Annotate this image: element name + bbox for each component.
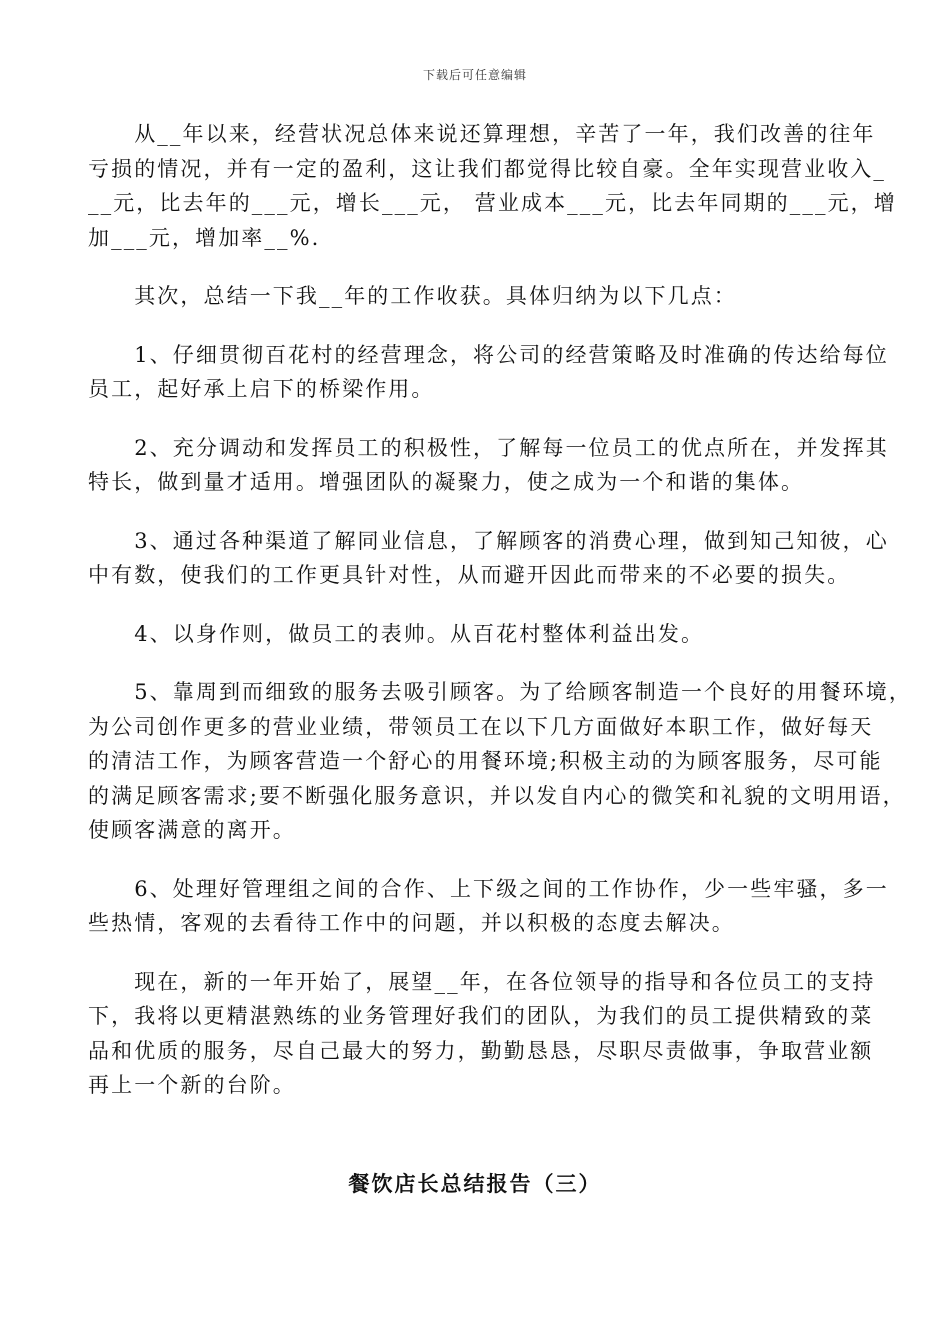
section-title: 餐饮店长总结报告（三）	[348, 1171, 602, 1196]
text-line: 现在，新的一年开始了，展望__年，在各位领导的指导和各位员工的支持	[88, 969, 876, 994]
paragraph-point-2	[88, 431, 889, 500]
paragraph-point-4	[88, 617, 864, 652]
paragraph-point-1	[88, 338, 889, 407]
text-line: 的清洁工作，为顾客营造一个舒心的用餐环境;积极主动的为顾客服务，尽可能	[88, 749, 883, 773]
text-line: 的满足顾客需求;要不断强化服务意识，并以发自内心的微笑和礼貌的文明用语，	[88, 783, 906, 808]
text-line: 特长，做到量才适用。增强团队的凝聚力，使之成为一个和谐的集体。	[88, 470, 805, 494]
text-line: 4、以身作则，做员工的表帅。从百花村整体利益出发。	[88, 621, 705, 646]
text-line: 使顾客满意的离开。	[88, 818, 296, 842]
paragraph-point-3	[88, 524, 889, 593]
paragraph-point-6	[88, 872, 889, 941]
text-line: 3、通过各种渠道了解同业信息，了解顾客的消费心理，做到知己知彼，心	[88, 528, 889, 553]
text-line: 再上一个新的台阶。	[88, 1073, 296, 1097]
paragraph-outlook	[88, 965, 876, 1103]
text-line: 从__年以来，经营状况总体来说还算理想，辛苦了一年，我们改善的往年	[88, 122, 876, 146]
text-line: 其次，总结一下我__年的工作收获。具体归纳为以下几点：	[88, 284, 737, 308]
text-line: 1、仔细贯彻百花村的经营理念，将公司的经营策略及时准确的传达给每位	[88, 342, 889, 367]
text-line: 品和优质的服务，尽自己最大的努力，勤勤恳恳，尽职尽责做事，争取营业额	[88, 1038, 874, 1063]
paragraph-summary	[88, 117, 897, 255]
document-body	[88, 117, 912, 1127]
text-line: 亏损的情况，并有一定的盈利，这让我们都觉得比较自豪。全年实现营业收入_	[88, 156, 886, 181]
text-line: 员工，起好承上启下的桥梁作用。	[88, 377, 435, 401]
text-line: 加___元，增加率__%.	[88, 225, 321, 250]
text-line: 为公司创作更多的营业业绩，带领员工在以下几方面做好本职工作，做好每天	[88, 714, 874, 739]
text-line: 些热情，客观的去看待工作中的问题，并以积极的态度去解决。	[88, 911, 735, 935]
text-line: 6、处理好管理组之间的合作、上下级之间的工作协作，少一些牢骚，多一	[88, 876, 889, 901]
paragraph-intro	[88, 279, 864, 314]
text-line: 2、充分调动和发挥员工的积极性，了解每一位员工的优点所在，并发挥其	[88, 435, 889, 460]
paragraph-point-5	[88, 675, 912, 848]
text-line: 中有数，使我们的工作更具针对性，从而避开因此而带来的不必要的损失。	[88, 563, 851, 587]
page-header-note: 下载后可任意编辑	[422, 68, 527, 82]
text-line: 下，我将以更精湛熟练的业务管理好我们的团队，为我们的员工提供精致的菜	[88, 1004, 874, 1028]
text-line: __元，比去年的___元，增长___元， 营业成本___元，比去年同期的___元，增	[88, 191, 897, 215]
text-line: 5、靠周到而细致的服务去吸引顾客。为了给顾客制造一个良好的用餐环境，	[88, 680, 912, 704]
